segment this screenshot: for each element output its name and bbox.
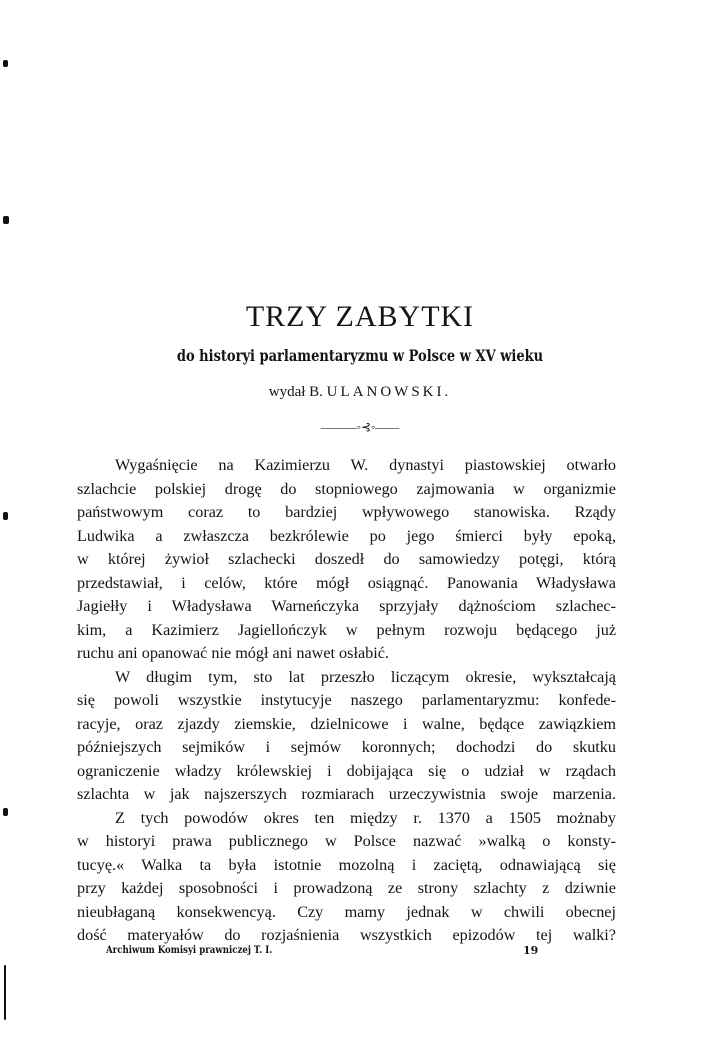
text-line: w której żywioł szlachecki doszedł do samowiedzy potęgi, którą bbox=[77, 550, 616, 568]
text-line: ograniczenie władzy królewskiej i dobijająca się o udział w rządach bbox=[77, 761, 616, 780]
signature-mark: Archiwum Komisyi prawniczej T. I. bbox=[106, 945, 273, 956]
body-text bbox=[77, 454, 616, 948]
scan-mark-3 bbox=[3, 512, 8, 520]
text-line: w historyi prawa publicznego w Polsce nazwać »walką o konsty- bbox=[77, 832, 616, 850]
scan-edge-line bbox=[4, 965, 6, 1020]
text-line: dość materyałów do rozjaśnienia wszystkich epizodów tej walki? bbox=[77, 926, 616, 944]
text-line: szlachta w jak najszerszych rozmiarach urzeczywistnia swoje marzenia. bbox=[77, 785, 616, 803]
text-line: racyje, oraz zjazdy ziemskie, dzielnicowe i walne, będące zawiązkiem bbox=[77, 714, 616, 733]
text-line: Z tych powodów okres ten między r. 1370 a 1505 możnaby bbox=[115, 808, 616, 827]
text-line: Wygaśnięcie na Kazimierzu W. dynastyi piastowskiej otwarło bbox=[115, 456, 616, 474]
text-line: tucyę.« Walka ta była istotnie mozolną i zaciętą, odnawiającą się bbox=[77, 855, 616, 874]
text-line: przy każdej sposobności i prowadzoną ze strony szlachty z dziwnie bbox=[77, 879, 616, 897]
text-line: się powoli wszystkie instytucyje naszego parlamentaryzmu: konfede- bbox=[77, 691, 616, 709]
page-title: TRZY ZABYTKI bbox=[245, 300, 475, 333]
author-name: ULANOWSKI. bbox=[326, 384, 452, 400]
author-prefix: wydał B. bbox=[268, 384, 323, 400]
text-line: kim, a Kazimierz Jagiellończyk w pełnym rozwoju będącego już bbox=[77, 620, 616, 639]
text-line: ruchu ani opanować nie mógł ani nawet osłabić. bbox=[77, 644, 389, 662]
text-line: późniejszych sejmików i sejmów koronnych; dochodzi do skutku bbox=[77, 738, 616, 756]
page-number: 19 bbox=[523, 944, 539, 957]
ornament-divider: ———◦⊰◦—— bbox=[320, 420, 400, 434]
text-line: państwowym coraz to bardziej wpływowego stanowiska. Rządy bbox=[77, 503, 616, 521]
scan-mark-1 bbox=[3, 60, 8, 67]
text-line: szlachcie polskiej drogę do stopniowego zajmowania w organizmie bbox=[77, 479, 616, 498]
text-line: Ludwika a zwłaszcza bezkrólewie po jego śmierci były epoką, bbox=[77, 526, 616, 545]
text-line: przedstawiał, i celów, które mógł osiągnąć. Panowania Władysława bbox=[77, 573, 616, 592]
scan-mark-4 bbox=[3, 808, 8, 816]
text-line: nieubłaganą konsekwencyą. Czy mamy jednak w chwili obecnej bbox=[77, 902, 616, 921]
text-line: Jagiełły i Władysława Warneńczyka sprzyjały dążnościom szlachec- bbox=[77, 597, 616, 615]
page-subtitle: do historyi parlamentaryzmu w Polsce w XV wieku bbox=[176, 346, 544, 365]
scan-mark-2 bbox=[3, 216, 9, 224]
author-line bbox=[0, 384, 720, 401]
text-line: W długim tym, sto lat przeszło liczącym okresie, wykształcają bbox=[115, 667, 616, 686]
